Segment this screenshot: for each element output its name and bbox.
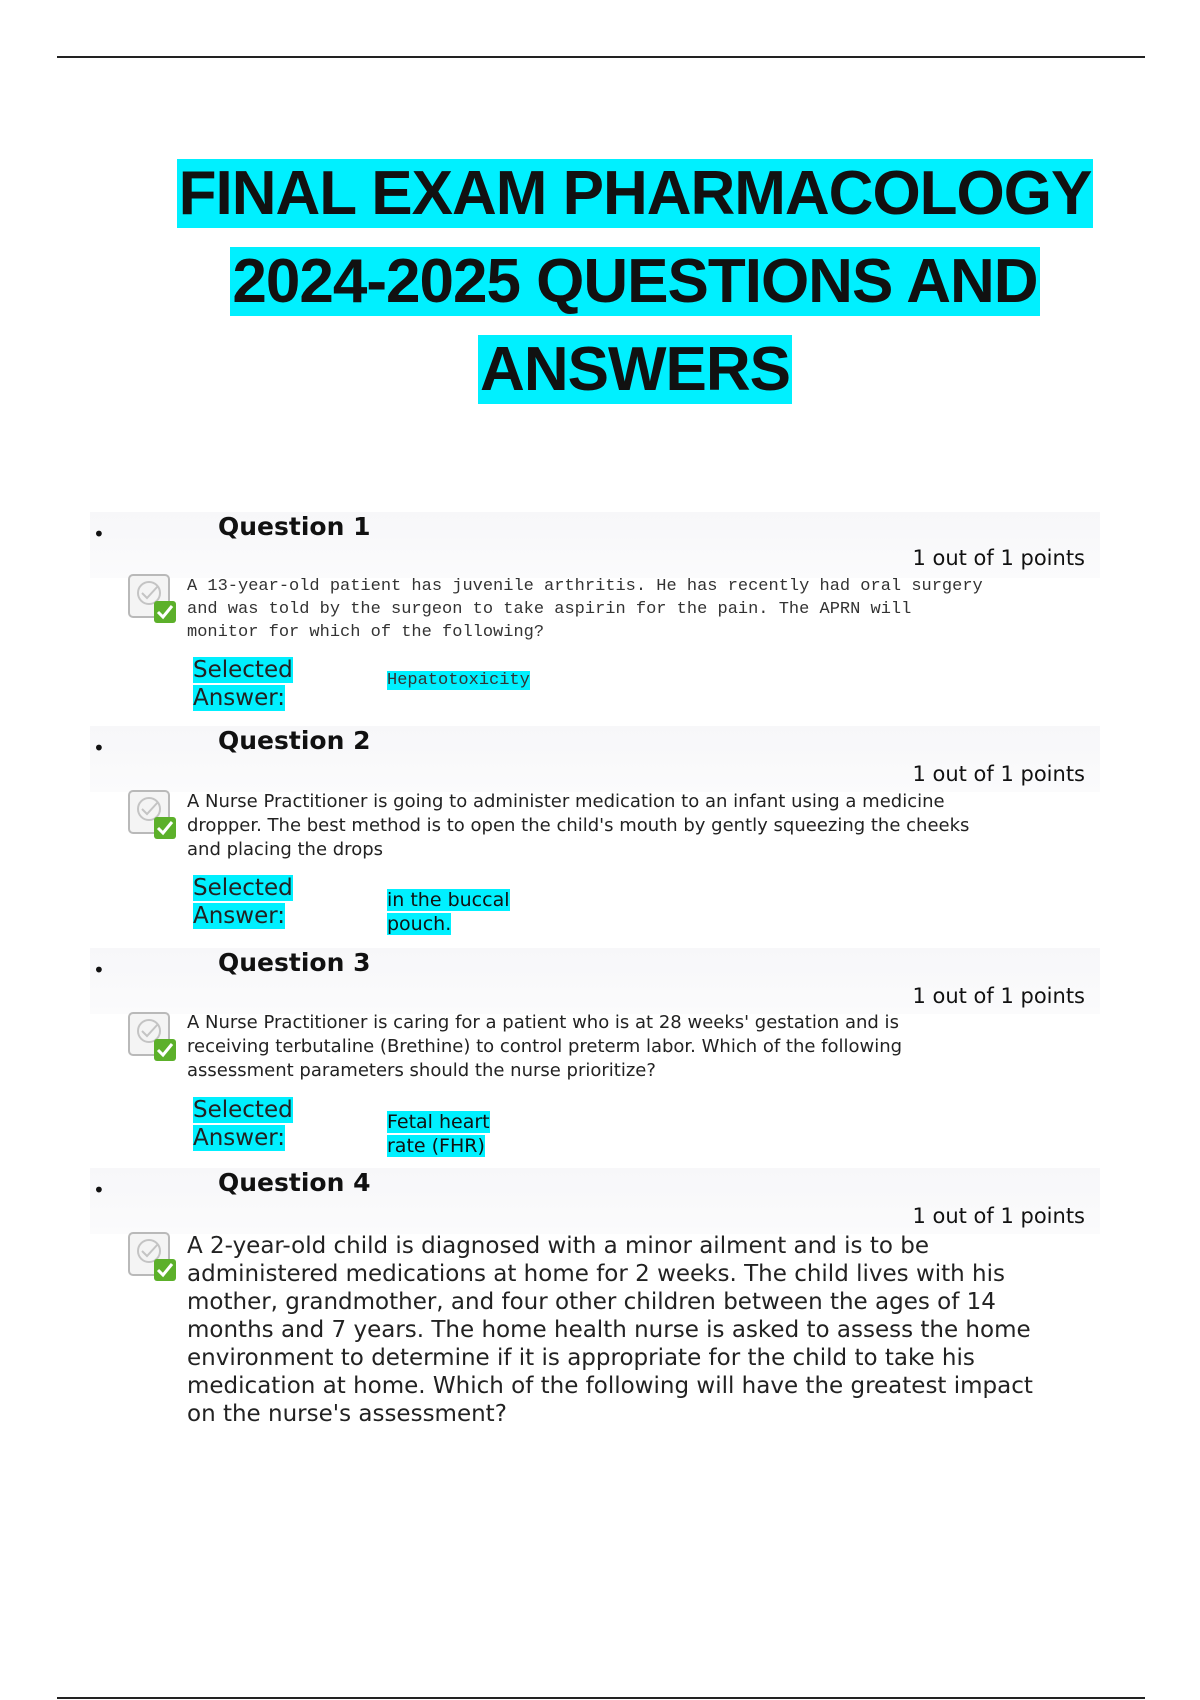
correct-check-icon: [127, 573, 179, 625]
answer-line-1: in the buccal: [387, 889, 510, 911]
bullet-icon: •: [93, 522, 105, 546]
question-points: 1 out of 1 points: [912, 762, 1085, 786]
title-line-1: FINAL EXAM PHARMACOLOGY: [178, 159, 1092, 228]
answer-line-2: pouch.: [387, 913, 452, 935]
question-text: A Nurse Practitioner is caring for a patient who is at 28 weeks' gestation and is receiving terbutaline (Brethine) to control preterm labor. Which of the following assessment parameters should the nurse prioritize?: [187, 1012, 903, 1081]
title-line-2: 2024-2025 QUESTIONS AND: [232, 247, 1038, 316]
top-rule: [57, 56, 1145, 58]
selected-answer-label: [193, 656, 293, 712]
question-text: A 2-year-old child is diagnosed with a minor ailment and is to be administered medications at home for 2 weeks. The child lives with his mother, grandmother, and four other children between the ages of 14 months and 7 years. The home health nurse is asked to assess the home environment to determine if it is appropriate for the child to take his medication at home. Which of the following will have the greatest impact on the nurse's assessment?: [187, 1233, 1033, 1427]
question-title: Question 4: [218, 1168, 371, 1197]
correct-check-icon: [127, 789, 179, 841]
question-points: 1 out of 1 points: [912, 546, 1085, 570]
selected-label-line-1: Selected: [193, 657, 293, 683]
title-line-3: ANSWERS: [480, 335, 790, 404]
selected-answer-label: [193, 1096, 293, 1152]
question-title: Question 1: [218, 512, 371, 541]
question-points: 1 out of 1 points: [912, 984, 1085, 1008]
selected-answer: [387, 669, 530, 693]
selected-label-line-2: Answer:: [193, 903, 286, 929]
selected-label-line-2: Answer:: [193, 685, 286, 711]
selected-answer-label: [193, 874, 293, 930]
selected-answer: [387, 1110, 490, 1158]
bullet-icon: •: [93, 958, 105, 982]
selected-answer: [387, 888, 510, 936]
question-title: Question 3: [218, 948, 371, 977]
question-text: A Nurse Practitioner is going to administer medication to an infant using a medicine dropper. The best method is to open the child's mouth by gently squeezing the cheeks and placing the drops: [187, 791, 970, 860]
correct-check-icon: [127, 1011, 179, 1063]
correct-check-icon: [127, 1231, 179, 1283]
document-title: [0, 150, 1200, 414]
answer-line-2: rate (FHR): [387, 1135, 485, 1157]
selected-label-line-1: Selected: [193, 875, 293, 901]
answer-line-1: Fetal heart: [387, 1111, 490, 1133]
question-points: 1 out of 1 points: [912, 1204, 1085, 1228]
selected-label-line-2: Answer:: [193, 1125, 286, 1151]
bullet-icon: •: [93, 736, 105, 760]
question-title: Question 2: [218, 726, 371, 755]
selected-label-line-1: Selected: [193, 1097, 293, 1123]
question-text: A 13-year-old patient has juvenile arthritis. He has recently had oral surgery and was told by the surgeon to take aspirin for the pain. The APRN will monitor for which of the following?: [187, 577, 983, 642]
answer-line-1: Hepatotoxicity: [387, 671, 530, 690]
bottom-rule: [57, 1697, 1145, 1699]
bullet-icon: •: [93, 1178, 105, 1202]
